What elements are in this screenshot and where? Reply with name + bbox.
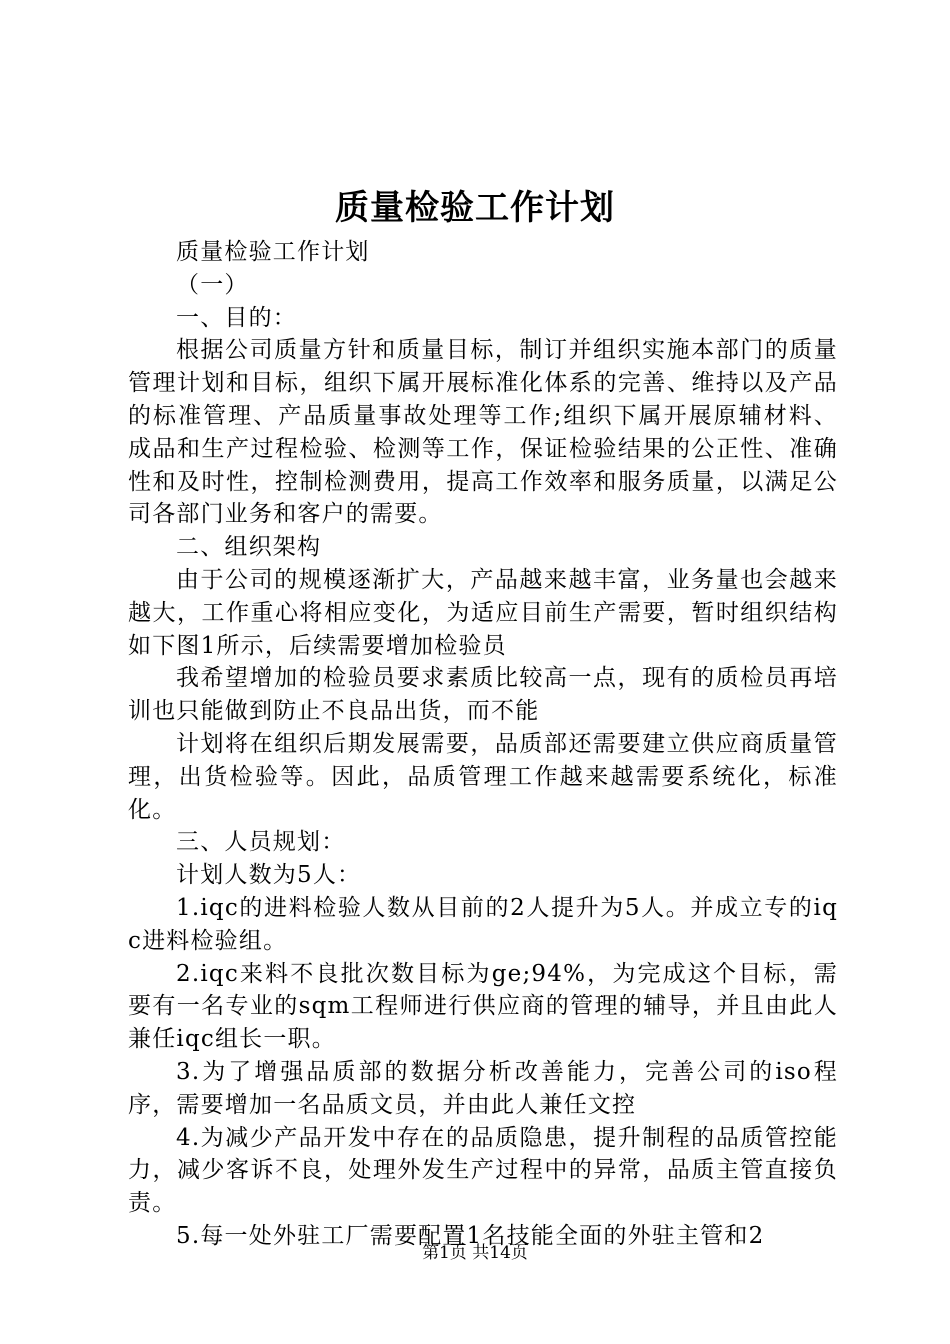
document-title: 质量检验工作计划: [335, 188, 615, 228]
paragraph-staff-count: 计划人数为5人：: [176, 862, 362, 889]
document-body: [128, 236, 838, 1253]
paragraph-section-marker: （一）: [176, 271, 249, 298]
list-item-3: 3.为了增强品质部的数据分析改善能力，完善公司的iso程序，需要增加一名品质文员，并由此人兼任文控: [128, 1058, 838, 1118]
list-item-1: 1.iqc的进料检验人数从目前的2人提升为5人。并成立专的iqc进料检验组。: [128, 894, 838, 954]
paragraph-organization-3: 计划将在组织后期发展需要，品质部还需要建立供应商质量管理，出货检验等。因此，品质管理工作越来越需要系统化，标准化。: [128, 730, 838, 823]
paragraph-purpose: 根据公司质量方针和质量目标，制订并组织实施本部门的质量管理计划和目标，组织下属开展标准化体系的完善、维持以及产品的标准管理、产品质量事故处理等工作;组织下属开展原辅材料、成品和生产过程检验、检测等工作，保证检验结果的公正性、准确性和及时性，控制检测费用，提高工作效率和服务质量，以满足公司各部门业务和客户的需要。: [128, 337, 838, 528]
list-item-4: 4.为减少产品开发中存在的品质隐患，提升制程的品质管控能力，减少客诉不良，处理外发生产过程中的异常，品质主管直接负责。: [128, 1124, 838, 1217]
paragraph-organization-1: 由于公司的规模逐渐扩大，产品越来越丰富，业务量也会越来越大，工作重心将相应变化，为适应目前生产需要，暂时组织结构如下图1所示，后续需要增加检验员: [128, 566, 838, 659]
paragraph-organization-2: 我希望增加的检验员要求素质比较高一点，现有的质检员再培训也只能做到防止不良品出货，而不能: [128, 665, 838, 725]
page-footer: 第1页 共14页: [422, 1243, 528, 1263]
list-item-5: 5.每一处外驻工厂需要配置1名技能全面的外驻主管和2: [176, 1222, 765, 1249]
paragraph-subtitle: 质量检验工作计划: [176, 239, 370, 265]
heading-organization: 二、组织架构: [176, 534, 322, 561]
heading-staffing: 三、人员规划：: [176, 829, 346, 856]
heading-purpose: 一、目的：: [176, 304, 297, 331]
list-item-2: 2.iqc来料不良批次数目标为ge;94%，为完成这个目标，需要有一名专业的sqm工程师进行供应商的管理的辅导，并且由此人兼任iqc组长一职。: [128, 960, 838, 1053]
